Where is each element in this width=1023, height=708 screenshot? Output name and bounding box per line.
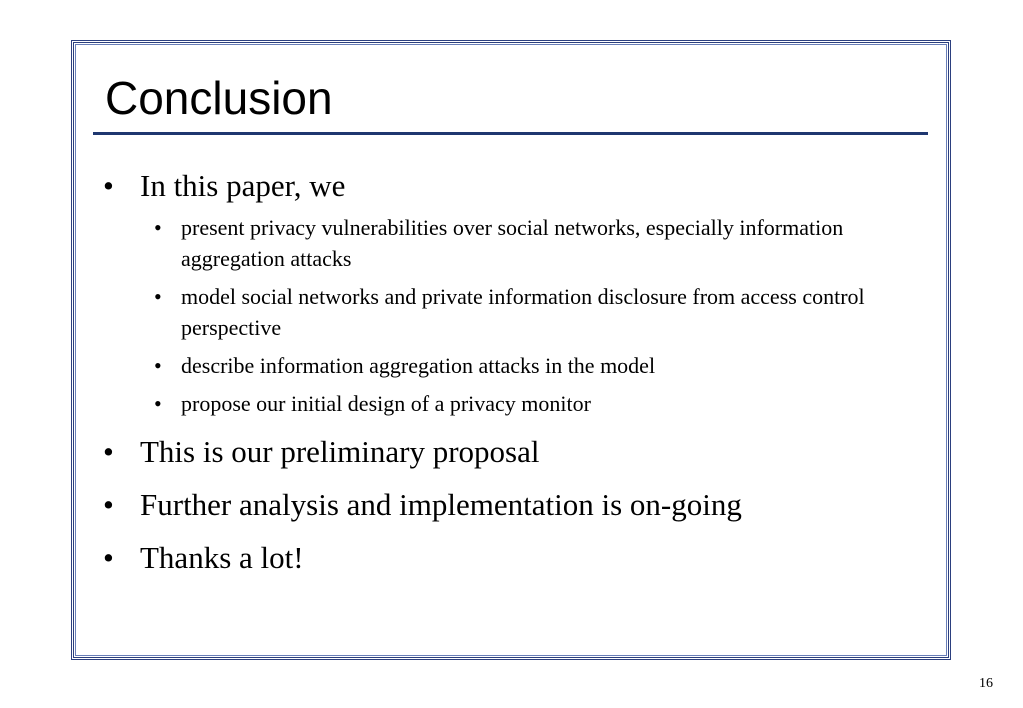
page-number: 16	[979, 676, 993, 691]
bullet-text: In this paper, we	[140, 168, 346, 203]
slide-title: Conclusion	[105, 72, 333, 124]
bullet-item	[100, 538, 930, 578]
bullet-text: Thanks a lot!	[140, 540, 304, 575]
sub-bullet-list	[140, 212, 930, 419]
bullet-marker: •	[103, 434, 114, 469]
sub-bullet-item	[140, 212, 930, 274]
bullet-marker: •	[103, 487, 114, 522]
sub-bullet-marker: •	[154, 353, 162, 378]
sub-bullet-item	[140, 388, 930, 419]
bullet-list	[100, 166, 930, 578]
sub-bullet-marker: •	[154, 284, 162, 309]
title-underline	[93, 132, 928, 135]
sub-bullet-marker: •	[154, 215, 162, 240]
sub-bullet-item	[140, 350, 930, 381]
bullet-marker: •	[103, 168, 114, 203]
bullet-marker: •	[103, 540, 114, 575]
bullet-text: This is our preliminary proposal	[140, 434, 540, 469]
sub-bullet-text: propose our initial design of a privacy monitor	[181, 391, 591, 416]
sub-bullet-marker: •	[154, 391, 162, 416]
bullet-item	[100, 485, 930, 525]
sub-bullet-text: model social networks and private information disclosure from access control perspective	[181, 284, 865, 340]
sub-bullet-text: describe information aggregation attacks in the model	[181, 353, 656, 378]
slide-content	[100, 166, 930, 591]
sub-bullet-item	[140, 281, 930, 343]
bullet-text: Further analysis and implementation is on-going	[140, 487, 742, 522]
sub-bullet-text: present privacy vulnerabilities over social networks, especially information aggregation attacks	[181, 215, 844, 271]
bullet-item	[100, 166, 930, 419]
bullet-item	[100, 432, 930, 472]
